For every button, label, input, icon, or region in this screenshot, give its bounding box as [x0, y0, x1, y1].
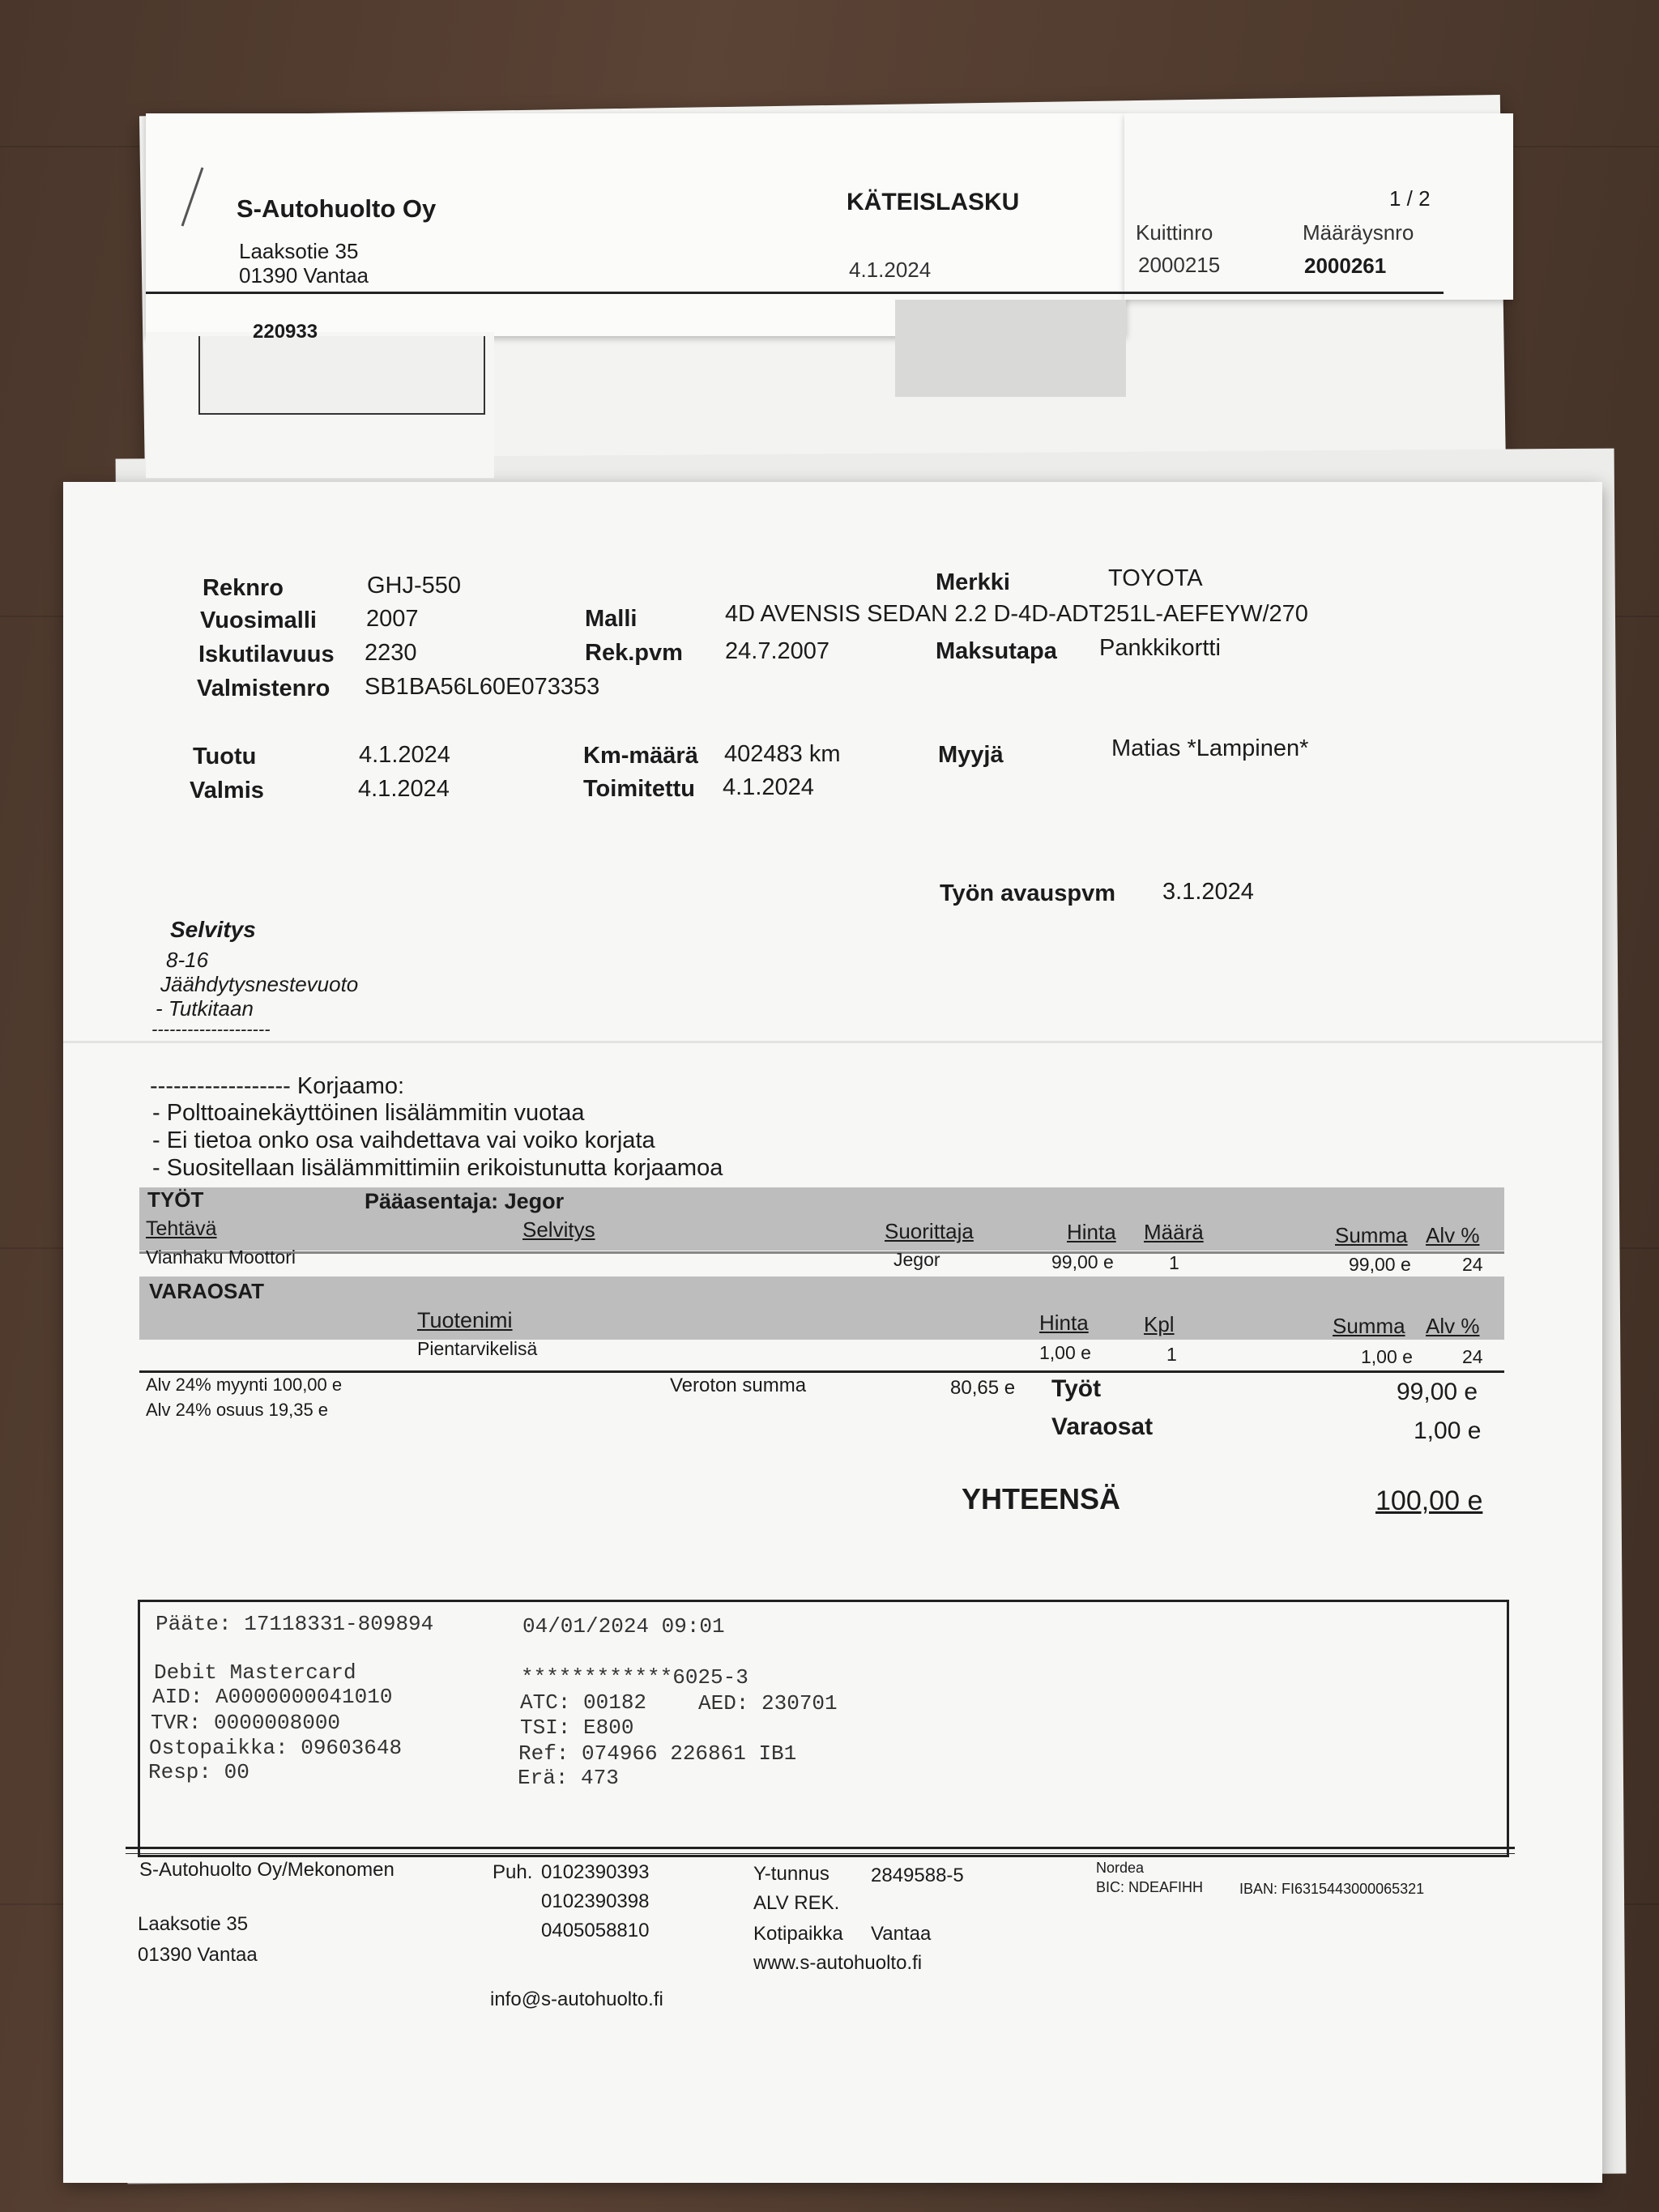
col-tuotenimi: Tuotenimi — [417, 1308, 513, 1332]
tyot-row-alv: 24 — [1462, 1254, 1483, 1275]
iskutilavuus-value: 2230 — [365, 640, 417, 666]
footer-phone: 0102390398 — [541, 1890, 650, 1912]
tyot-row-suorittaja: Jegor — [893, 1249, 940, 1270]
footer-company: S-Autohuolto Oy/Mekonomen — [139, 1859, 394, 1881]
receipt-card-no: ************6025-3 — [521, 1665, 748, 1690]
alv-myynti: Alv 24% myynti 100,00 e — [146, 1375, 343, 1395]
varaosat-row-summa: 1,00 e — [1361, 1346, 1413, 1367]
varaosat-total-label: Varaosat — [1051, 1413, 1154, 1440]
footer-alv-rek: ALV REK. — [753, 1892, 840, 1914]
footer-kotipaikka: Vantaa — [871, 1923, 932, 1945]
paper-fold — [63, 1041, 1602, 1043]
col-alv-2: Alv % — [1426, 1314, 1480, 1338]
kmmaara-label: Km-määrä — [583, 743, 698, 769]
header-rule — [146, 292, 1444, 294]
korjaamo-line: - Ei tietoa onko osa vaihdettava vai voiko korjata — [152, 1127, 655, 1153]
maaraysnro-value: 2000261 — [1304, 254, 1387, 278]
valmis-label: Valmis — [190, 778, 264, 803]
note-line: Jäähdytysnestevuoto — [160, 972, 359, 996]
varaosat-row-kpl: 1 — [1166, 1344, 1177, 1365]
valmis-value: 4.1.2024 — [358, 776, 450, 802]
col-summa-2: Summa — [1333, 1314, 1405, 1338]
merkki-label: Merkki — [936, 569, 1010, 595]
note-line: 8-16 — [166, 948, 209, 972]
tyot-row-tehtava: Vianhaku Moottori — [146, 1247, 296, 1268]
col-maara: Määrä — [1144, 1220, 1204, 1244]
valmistenro-value: SB1BA56L60E073353 — [365, 674, 600, 700]
col-hinta: Hinta — [1067, 1220, 1116, 1244]
invoice-date: 4.1.2024 — [849, 258, 932, 282]
tuotu-label: Tuotu — [193, 744, 257, 769]
company-name: S-Autohuolto Oy — [237, 194, 437, 223]
vuosimalli-label: Vuosimalli — [200, 607, 317, 633]
pen-mark-icon — [180, 166, 204, 229]
page-number: 1 / 2 — [1389, 186, 1431, 211]
note-line: - Tutkitaan — [156, 996, 254, 1021]
varaosat-row-alv: 24 — [1462, 1346, 1483, 1367]
card-receipt-box — [138, 1600, 1509, 1857]
footer-city: 01390 Vantaa — [138, 1944, 258, 1966]
receipt-ref: Ref: 074966 226861 IB1 — [518, 1741, 797, 1766]
receipt-aid: AID: A0000000041010 — [152, 1685, 393, 1709]
footer-phone: 0102390393 — [541, 1861, 650, 1883]
footer-bank: Nordea — [1096, 1860, 1145, 1876]
reknro-label: Reknro — [203, 575, 284, 601]
tyot-row-hinta: 99,00 e — [1051, 1251, 1114, 1272]
company-street: Laaksotie 35 — [239, 239, 359, 263]
footer-www[interactable]: www.s-autohuolto.fi — [753, 1952, 923, 1974]
yhteensa-value: 100,00 e — [1375, 1485, 1483, 1516]
varaosat-title: VARAOSAT — [149, 1279, 265, 1303]
maksutapa-label: Maksutapa — [936, 638, 1057, 664]
footer-bic: BIC: NDEAFIHH — [1096, 1879, 1204, 1895]
footer-email[interactable]: info@s-autohuolto.fi — [490, 1988, 663, 2010]
tyot-header-band-edge — [139, 1251, 1504, 1254]
tyot-row-summa: 99,00 e — [1349, 1254, 1411, 1275]
maksutapa-value: Pankkikortti — [1099, 635, 1221, 661]
receipt-resp: Resp: 00 — [148, 1760, 249, 1784]
col-tehtava: Tehtävä — [146, 1217, 217, 1240]
tuotu-value: 4.1.2024 — [359, 742, 450, 768]
col-selvitys: Selvitys — [522, 1217, 595, 1242]
address-window — [198, 336, 485, 415]
maaraysnro-label: Määräysnro — [1303, 220, 1414, 245]
toimitettu-value: 4.1.2024 — [723, 774, 814, 800]
vuosimalli-value: 2007 — [366, 606, 419, 632]
col-hinta-2: Hinta — [1039, 1311, 1089, 1335]
col-suorittaja: Suorittaja — [885, 1219, 974, 1243]
tyot-header-band — [139, 1187, 1504, 1251]
malli-label: Malli — [585, 606, 638, 632]
receipt-ostopaikka: Ostopaikka: 09603648 — [149, 1736, 403, 1760]
kuittinro-label: Kuittinro — [1136, 220, 1213, 245]
varaosat-total-value: 1,00 e — [1414, 1417, 1482, 1444]
document-type: KÄTEISLASKU — [847, 189, 1020, 215]
varaosat-row-tuotenimi: Pientarvikelisä — [417, 1338, 538, 1359]
korjaamo-line: - Polttoainekäyttöinen lisälämmitin vuotaa — [152, 1100, 585, 1126]
receipt-atc: ATC: 00182 — [520, 1690, 647, 1715]
reknro-value: GHJ-550 — [367, 573, 462, 599]
merkki-value: TOYOTA — [1108, 565, 1203, 591]
receipt-card: Debit Mastercard — [154, 1660, 356, 1685]
redacted-area — [895, 300, 1126, 397]
footer-rule — [126, 1847, 1515, 1849]
footer-puh-label: Puh. — [493, 1861, 533, 1883]
avauspvm-label: Työn avauspvm — [940, 880, 1116, 906]
footer-phone: 0405058810 — [541, 1920, 650, 1941]
receipt-datetime: 04/01/2024 09:01 — [522, 1614, 725, 1639]
footer-ytunnus-label: Y-tunnus — [753, 1863, 830, 1885]
myyja-value: Matias *Lampinen* — [1111, 735, 1309, 761]
company-city: 01390 Vantaa — [239, 263, 369, 288]
customer-number: 220933 — [253, 321, 318, 343]
receipt-aed: AED: 230701 — [698, 1691, 838, 1715]
yhteensa-label: YHTEENSÄ — [962, 1482, 1121, 1515]
receipt-tvr: TVR: 0000008000 — [151, 1711, 341, 1735]
iskutilavuus-label: Iskutilavuus — [198, 641, 335, 667]
rekpvm-value: 24.7.2007 — [725, 638, 830, 664]
footer-street: Laaksotie 35 — [138, 1913, 249, 1935]
veroton-label: Veroton summa — [670, 1375, 807, 1396]
receipt-era: Erä: 473 — [518, 1766, 619, 1790]
myyja-label: Myyjä — [938, 742, 1004, 768]
tyot-mechanic: Pääasentaja: Jegor — [365, 1189, 565, 1213]
col-alv: Alv % — [1426, 1223, 1480, 1247]
kmmaara-value: 402483 km — [724, 741, 841, 767]
footer-rule-thin — [126, 1853, 1515, 1854]
receipt-tsi: TSI: E800 — [520, 1715, 634, 1740]
korjaamo-line: ------------------ Korjaamo: — [150, 1073, 405, 1099]
toimitettu-label: Toimitettu — [583, 776, 695, 802]
footer-kotipaikka-label: Kotipaikka — [753, 1923, 843, 1945]
alv-osuus: Alv 24% osuus 19,35 e — [146, 1400, 329, 1420]
table-bottom-rule — [139, 1370, 1504, 1373]
receipt-paate: Pääte: 17118331-809894 — [156, 1612, 434, 1636]
malli-value: 4D AVENSIS SEDAN 2.2 D-4D-ADT251L-AEFEYW/270 — [725, 601, 1308, 627]
tyot-total-value: 99,00 e — [1397, 1379, 1478, 1405]
tyot-title: TYÖT — [147, 1187, 204, 1212]
avauspvm-value: 3.1.2024 — [1162, 879, 1254, 905]
rekpvm-label: Rek.pvm — [585, 640, 683, 666]
col-summa: Summa — [1335, 1223, 1408, 1247]
footer-ytunnus: 2849588-5 — [871, 1865, 964, 1886]
veroton-value: 80,65 e — [950, 1377, 1016, 1399]
korjaamo-line: - Suositellaan lisälämmittimiin erikoistunutta korjaamoa — [152, 1155, 723, 1181]
note-line: -------------------- — [151, 1019, 271, 1039]
valmistenro-label: Valmistenro — [197, 676, 331, 701]
kuittinro-value: 2000215 — [1138, 253, 1221, 277]
tyot-total-label: Työt — [1051, 1375, 1102, 1402]
tyot-row-maara: 1 — [1169, 1252, 1179, 1273]
varaosat-row-hinta: 1,00 e — [1039, 1342, 1091, 1363]
selvitys-label: Selvitys — [170, 917, 256, 942]
varaosat-header-band — [139, 1276, 1504, 1340]
footer-iban: IBAN: FI6315443000065321 — [1239, 1881, 1425, 1897]
col-kpl: Kpl — [1144, 1312, 1175, 1336]
